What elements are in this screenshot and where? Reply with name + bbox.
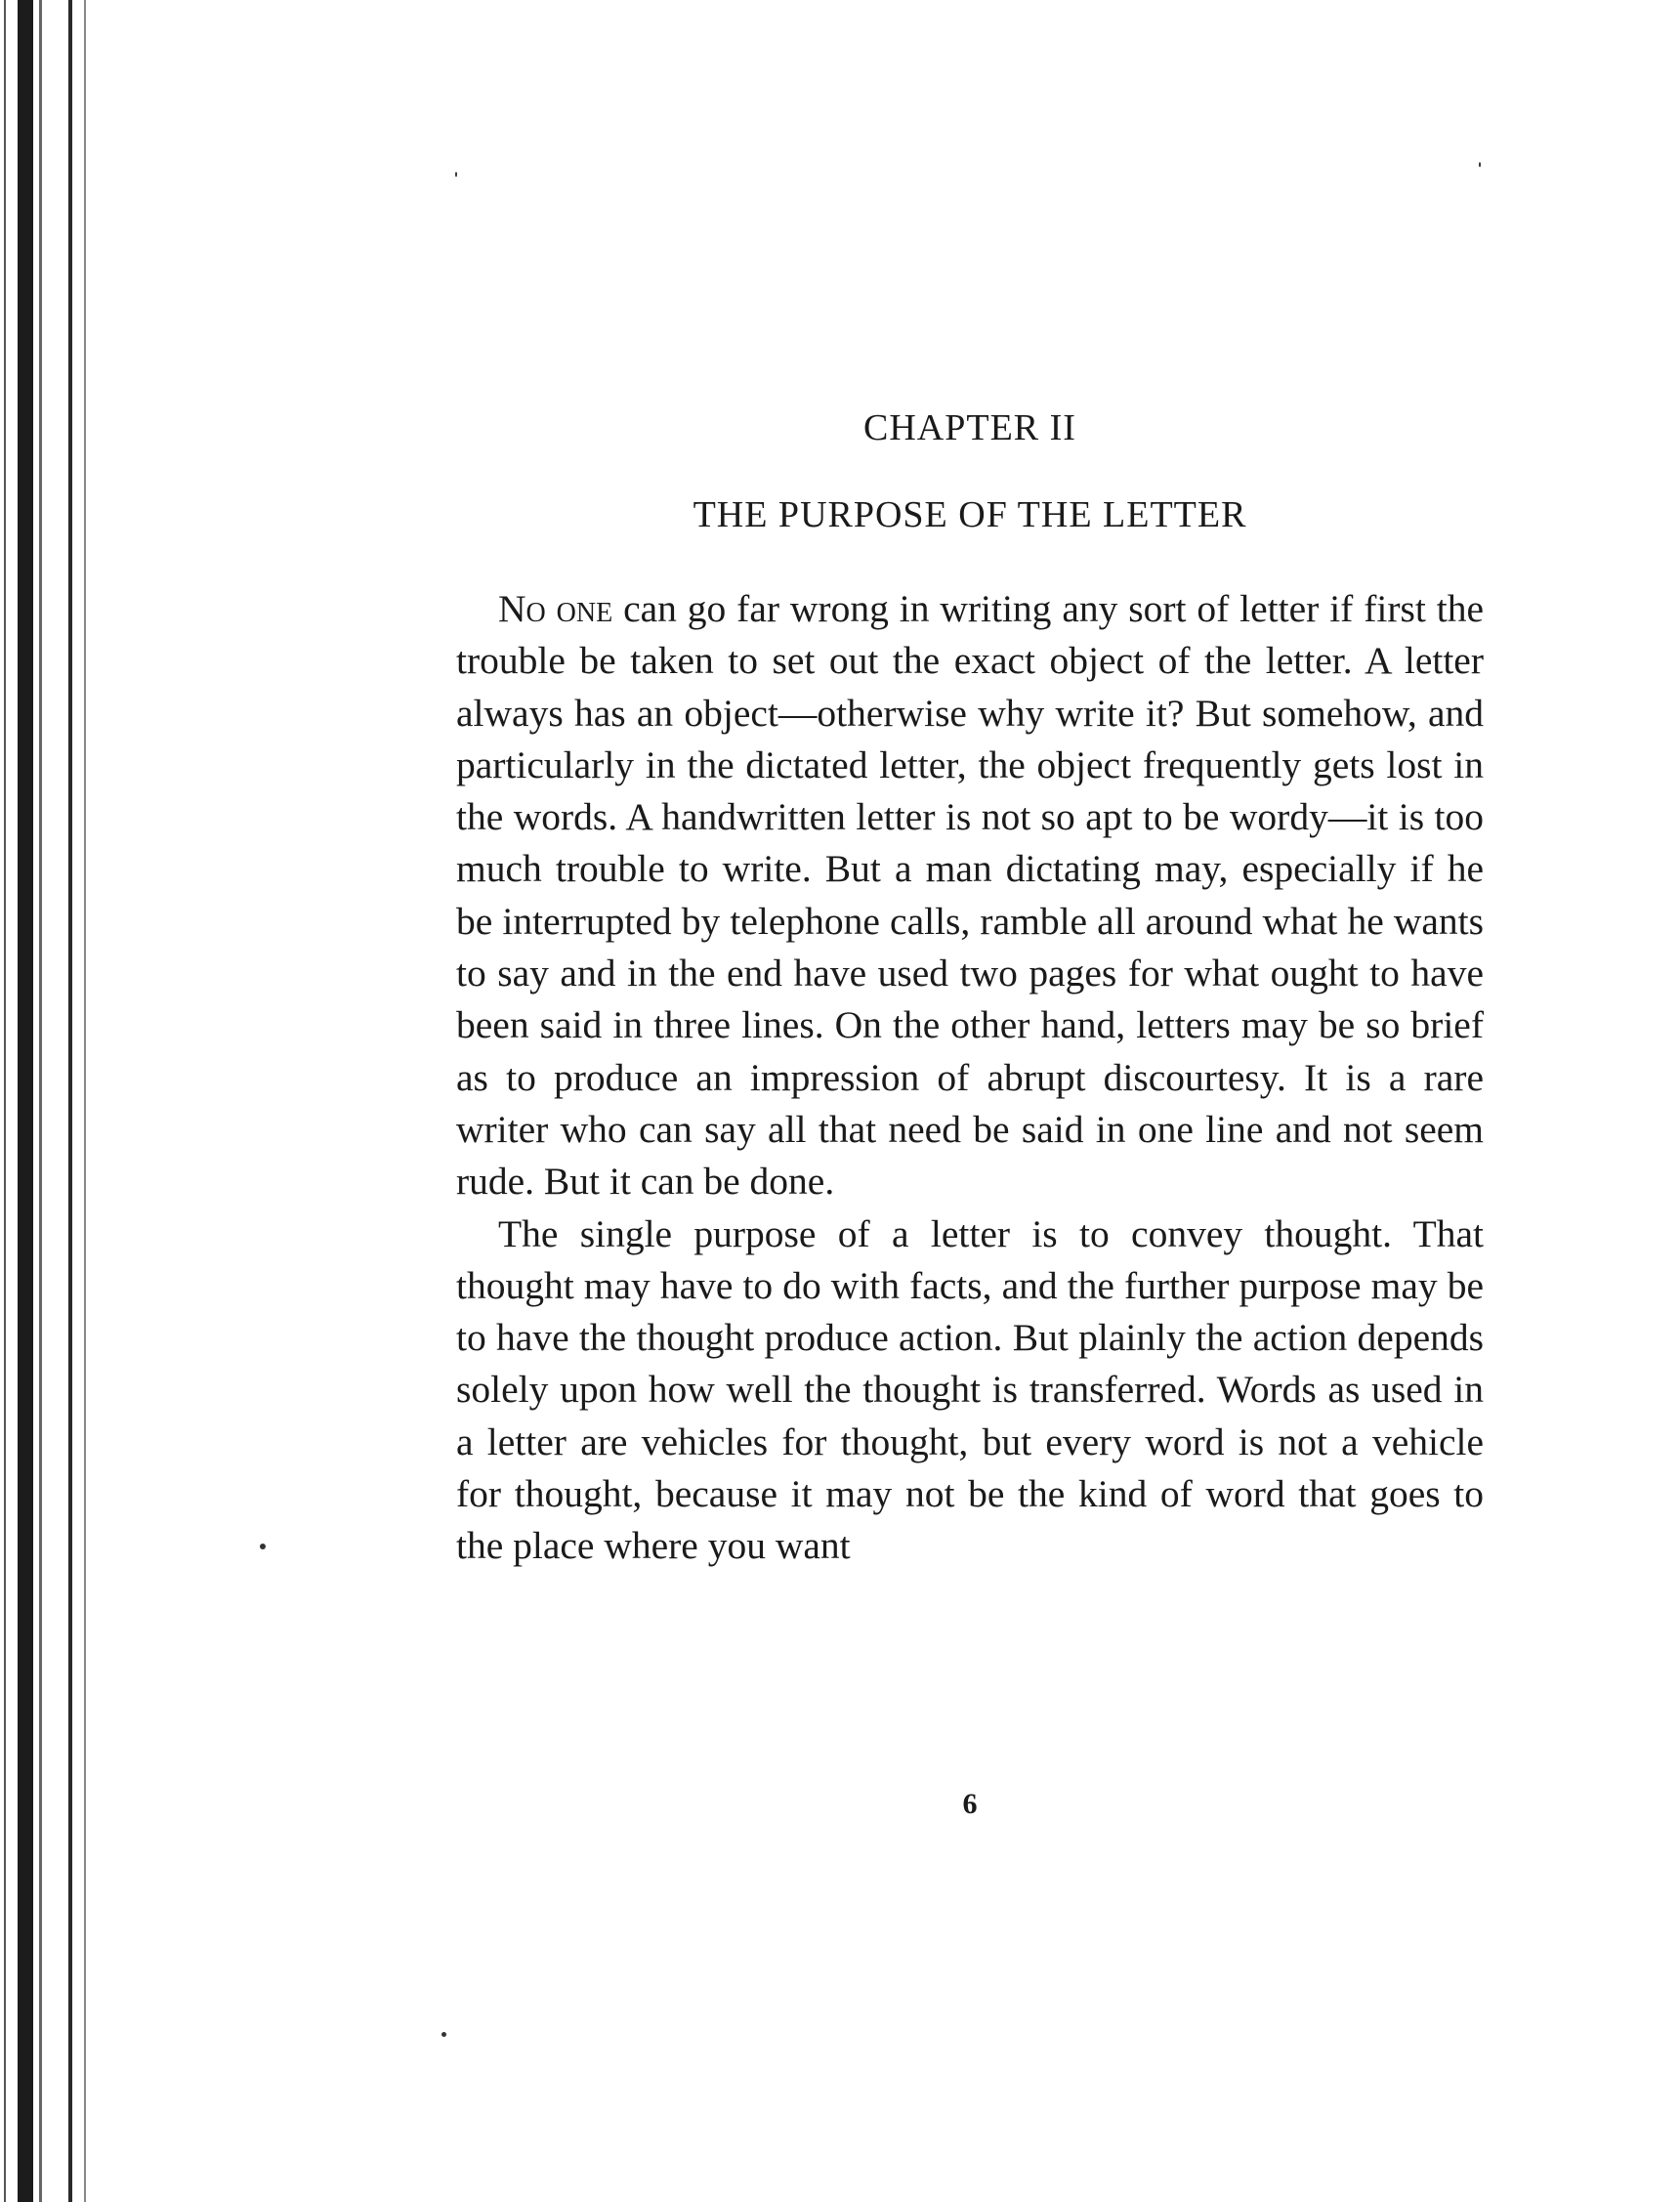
paragraph-1: [456, 583, 1484, 1208]
chapter-title: THE PURPOSE OF THE LETTER: [693, 494, 1247, 535]
binding-line: [4, 0, 6, 2202]
paragraph-2-text: The single purpose of a letter is to convey thought. That thought may have to do with facts, and the further purpose may be to have the thought produce action. But plainly the action depends solely upon how well the thought is transferred. Words as used in a letter are vehicles for thought, but every word is not a vehicle for thought, because it may not be the kind of word that goes to the place where you want: [456, 1211, 1484, 1568]
scan-speck: [1479, 162, 1481, 167]
body-text: [456, 583, 1484, 1573]
binding-line: [39, 0, 42, 2202]
book-binding-edge: [0, 0, 98, 2202]
chapter-number: CHAPTER II: [863, 407, 1076, 448]
binding-line: [84, 0, 86, 2202]
binding-line: [68, 0, 72, 2202]
paragraph-1-text: can go far wrong in writing any sort of letter if first the trouble be taken to set out the exact object of the letter. A letter always has an object—otherwise why write it? But somehow, and particularly in the dictated letter, the object frequently gets lost in the words. A handwritten letter is not so apt to be wordy—it is too much trouble to write. But a man dictating may, especially if he be interrupted by telephone calls, ramble all around what he wants to say and in the end have used two pages for what ought to have been said in three lines. On the other hand, letters may be so brief as to produce an impression of abrupt discourtesy. It is a rare writer who can say all that need be said in one line and not seem rude. But it can be done.: [456, 587, 1485, 1204]
paragraph-1-lead: No one: [498, 587, 613, 630]
binding-line: [18, 0, 33, 2202]
paragraph-2: [456, 1208, 1484, 1573]
page-number: 6: [962, 1788, 978, 1820]
scan-speck: [441, 2032, 446, 2037]
scan-speck: [455, 172, 457, 177]
scan-speck: [260, 1544, 266, 1549]
